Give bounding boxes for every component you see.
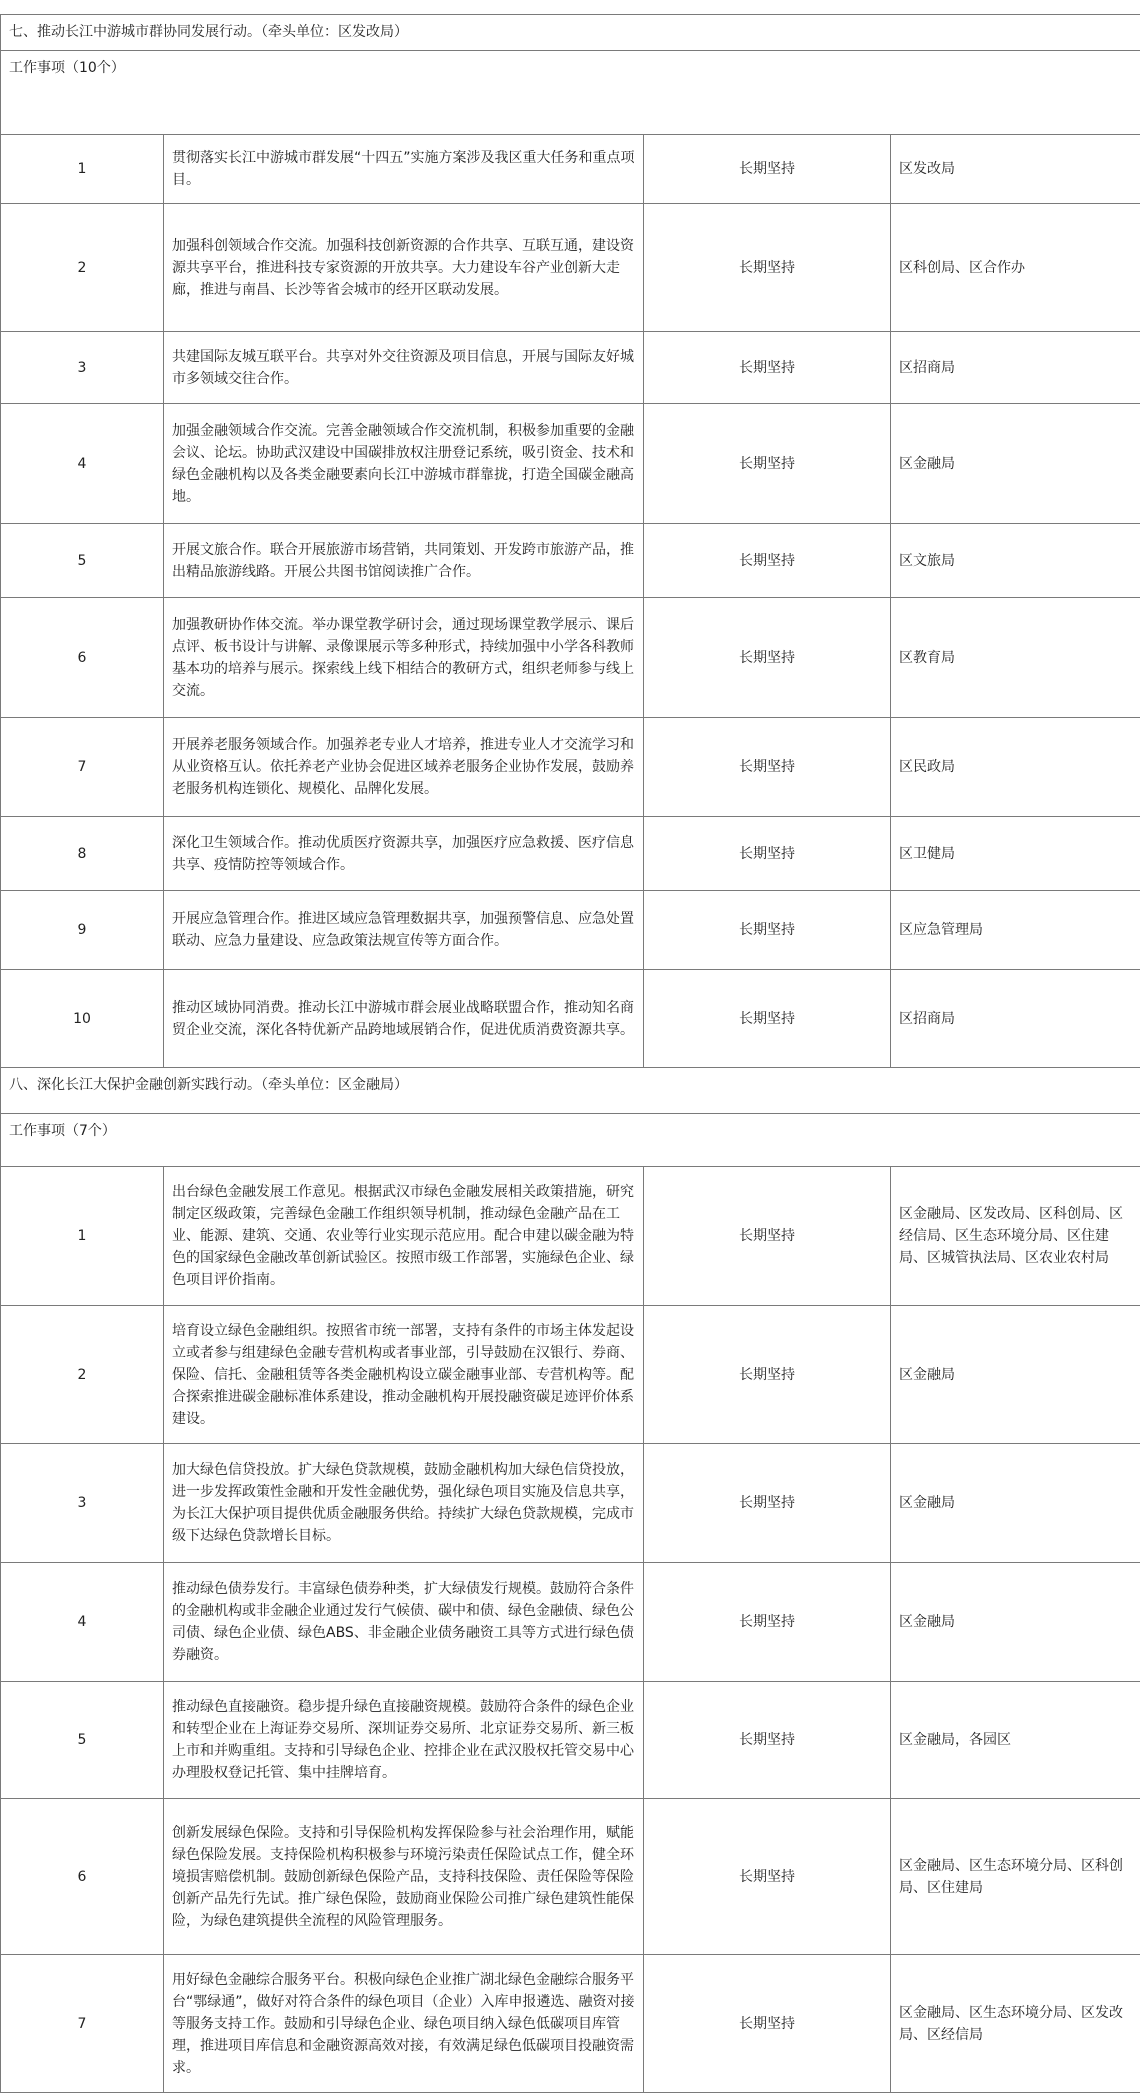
table-row [1, 1682, 1140, 1799]
item-content: 推动区域协同消费。推动长江中游城市群会展业战略联盟合作，推动知名商贸企业交流，深化各特优新产品跨地域展销合作，促进优质消费资源共享。 [164, 970, 644, 1068]
item-number: 10 [1, 970, 164, 1068]
item-number: 1 [1, 135, 164, 204]
task-table [0, 14, 1140, 2093]
item-number: 7 [1, 718, 164, 817]
item-number: 2 [1, 204, 164, 332]
section-header-row [1, 15, 1140, 51]
table-row [1, 135, 1140, 204]
item-content: 出台绿色金融发展工作意见。根据武汉市绿色金融发展相关政策措施，研究制定区级政策，完善绿色金融工作组织领导机制，推动绿色金融产品在工业、能源、建筑、交通、农业等行业实现示范应用。配合申建以碳金融为特色的国家绿色金融改革创新试验区。按照市级工作部署，实施绿色企业、绿色项目评价指南。 [164, 1167, 644, 1306]
table-row [1, 204, 1140, 332]
section-title: 七、推动长江中游城市群协同发展行动。（牵头单位：区发改局） [1, 15, 1140, 51]
item-department: 区民政局 [891, 718, 1140, 817]
item-term: 长期坚持 [644, 1799, 891, 1955]
item-department: 区招商局 [891, 332, 1140, 404]
item-number: 6 [1, 1799, 164, 1955]
item-department: 区金融局、区生态环境分局、区科创局、区住建局 [891, 1799, 1140, 1955]
task-table-body [1, 15, 1140, 2093]
item-term: 长期坚持 [644, 891, 891, 970]
item-department: 区金融局 [891, 1444, 1140, 1563]
item-content: 推动绿色债券发行。丰富绿色债券种类，扩大绿债发行规模。鼓励符合条件的金融机构或非金融企业通过发行气候债、碳中和债、绿色金融债、绿色公司债、绿色企业债、绿色ABS、非金融企业债务融资工具等方式进行绿色债券融资。 [164, 1563, 644, 1682]
item-number: 5 [1, 524, 164, 598]
item-content: 加大绿色信贷投放。扩大绿色贷款规模，鼓励金融机构加大绿色信贷投放，进一步发挥政策性金融和开发性金融优势，强化绿色项目实施及信息共享，为长江大保护项目提供优质金融服务供给。持续扩大绿色贷款规模，完成市级下达绿色贷款增长目标。 [164, 1444, 644, 1563]
item-term: 长期坚持 [644, 1167, 891, 1306]
item-term: 长期坚持 [644, 1955, 891, 2093]
item-term: 长期坚持 [644, 1306, 891, 1444]
item-department: 区科创局、区合作办 [891, 204, 1140, 332]
item-department: 区招商局 [891, 970, 1140, 1068]
table-row [1, 1167, 1140, 1306]
item-term: 长期坚持 [644, 1444, 891, 1563]
table-row [1, 1799, 1140, 1955]
items-label-row [1, 51, 1140, 135]
item-content: 深化卫生领域合作。推动优质医疗资源共享，加强医疗应急救援、医疗信息共享、疫情防控等领域合作。 [164, 817, 644, 891]
table-row [1, 1955, 1140, 2093]
item-department: 区卫健局 [891, 817, 1140, 891]
table-row [1, 598, 1140, 718]
item-number: 3 [1, 332, 164, 404]
table-row [1, 524, 1140, 598]
item-department: 区金融局，各园区 [891, 1682, 1140, 1799]
item-content: 用好绿色金融综合服务平台。积极向绿色企业推广湖北绿色金融综合服务平台“鄂绿通”，做好对符合条件的绿色项目（企业）入库申报遴选、融资对接等服务支持工作。鼓励和引导绿色企业、绿色项目纳入绿色低碳项目库管理，推进项目库信息和金融资源高效对接，有效满足绿色低碳项目投融资需求。 [164, 1955, 644, 2093]
item-department: 区金融局 [891, 404, 1140, 524]
item-department: 区文旅局 [891, 524, 1140, 598]
item-term: 长期坚持 [644, 598, 891, 718]
item-department: 区金融局 [891, 1306, 1140, 1444]
table-row [1, 332, 1140, 404]
table-row [1, 718, 1140, 817]
table-row [1, 1563, 1140, 1682]
item-term: 长期坚持 [644, 332, 891, 404]
item-term: 长期坚持 [644, 135, 891, 204]
item-content: 加强科创领域合作交流。加强科技创新资源的合作共享、互联互通，建设资源共享平台，推进科技专家资源的开放共享。大力建设车谷产业创新大走廊，推进与南昌、长沙等省会城市的经开区联动发展。 [164, 204, 644, 332]
table-row [1, 1444, 1140, 1563]
item-content: 培育设立绿色金融组织。按照省市统一部署，支持有条件的市场主体发起设立或者参与组建绿色金融专营机构或者事业部，引导鼓励在汉银行、券商、保险、信托、金融租赁等各类金融机构设立碳金融事业部、专营机构等。配合探索推进碳金融标准体系建设，推动金融机构开展投融资碳足迹评价体系建设。 [164, 1306, 644, 1444]
table-row [1, 404, 1140, 524]
item-content: 推动绿色直接融资。稳步提升绿色直接融资规模。鼓励符合条件的绿色企业和转型企业在上海证券交易所、深圳证券交易所、北京证券交易所、新三板上市和并购重组。支持和引导绿色企业、控排企业在武汉股权托管交易中心办理股权登记托管、集中挂牌培育。 [164, 1682, 644, 1799]
table-row [1, 1306, 1140, 1444]
item-term: 长期坚持 [644, 718, 891, 817]
item-number: 7 [1, 1955, 164, 2093]
item-content: 开展文旅合作。联合开展旅游市场营销，共同策划、开发跨市旅游产品，推出精品旅游线路。开展公共图书馆阅读推广合作。 [164, 524, 644, 598]
item-number: 3 [1, 1444, 164, 1563]
items-count-label: 工作事项（7个） [1, 1114, 1140, 1167]
section-header-row [1, 1068, 1140, 1114]
item-term: 长期坚持 [644, 204, 891, 332]
item-number: 8 [1, 817, 164, 891]
item-content: 共建国际友城互联平台。共享对外交往资源及项目信息，开展与国际友好城市多领域交往合作。 [164, 332, 644, 404]
item-department: 区金融局 [891, 1563, 1140, 1682]
item-term: 长期坚持 [644, 404, 891, 524]
item-content: 贯彻落实长江中游城市群发展“十四五”实施方案涉及我区重大任务和重点项目。 [164, 135, 644, 204]
item-number: 6 [1, 598, 164, 718]
item-content: 开展应急管理合作。推进区域应急管理数据共享，加强预警信息、应急处置联动、应急力量建设、应急政策法规宣传等方面合作。 [164, 891, 644, 970]
table-row [1, 817, 1140, 891]
item-department: 区发改局 [891, 135, 1140, 204]
item-number: 4 [1, 1563, 164, 1682]
item-number: 2 [1, 1306, 164, 1444]
item-number: 9 [1, 891, 164, 970]
item-department: 区金融局、区发改局、区科创局、区经信局、区生态环境分局、区住建局、区城管执法局、区农业农村局 [891, 1167, 1140, 1306]
section-title: 八、深化长江大保护金融创新实践行动。（牵头单位：区金融局） [1, 1068, 1140, 1114]
item-term: 长期坚持 [644, 1563, 891, 1682]
item-department: 区应急管理局 [891, 891, 1140, 970]
item-content: 创新发展绿色保险。支持和引导保险机构发挥保险参与社会治理作用，赋能绿色保险发展。支持保险机构积极参与环境污染责任保险试点工作，健全环境损害赔偿机制。鼓励创新绿色保险产品，支持科技保险、责任保险等保险创新产品先行先试。推广绿色保险，鼓励商业保险公司推广绿色建筑性能保险，为绿色建筑提供全流程的风险管理服务。 [164, 1799, 644, 1955]
item-content: 开展养老服务领域合作。加强养老专业人才培养，推进专业人才交流学习和从业资格互认。依托养老产业协会促进区域养老服务企业协作发展，鼓励养老服务机构连锁化、规模化、品牌化发展。 [164, 718, 644, 817]
item-department: 区金融局、区生态环境分局、区发改局、区经信局 [891, 1955, 1140, 2093]
table-row [1, 891, 1140, 970]
item-number: 4 [1, 404, 164, 524]
item-department: 区教育局 [891, 598, 1140, 718]
item-content: 加强教研协作体交流。举办课堂教学研讨会，通过现场课堂教学展示、课后点评、板书设计与讲解、录像课展示等多种形式，持续加强中小学各科教师基本功的培养与展示。探索线上线下相结合的教研方式，组织老师参与线上交流。 [164, 598, 644, 718]
item-term: 长期坚持 [644, 1682, 891, 1799]
items-label-row [1, 1114, 1140, 1167]
item-term: 长期坚持 [644, 817, 891, 891]
item-content: 加强金融领域合作交流。完善金融领域合作交流机制，积极参加重要的金融会议、论坛。协助武汉建设中国碳排放权注册登记系统，吸引资金、技术和绿色金融机构以及各类金融要素向长江中游城市群靠拢，打造全国碳金融高地。 [164, 404, 644, 524]
item-term: 长期坚持 [644, 524, 891, 598]
item-number: 1 [1, 1167, 164, 1306]
table-row [1, 970, 1140, 1068]
items-count-label: 工作事项（10个） [1, 51, 1140, 135]
item-number: 5 [1, 1682, 164, 1799]
item-term: 长期坚持 [644, 970, 891, 1068]
